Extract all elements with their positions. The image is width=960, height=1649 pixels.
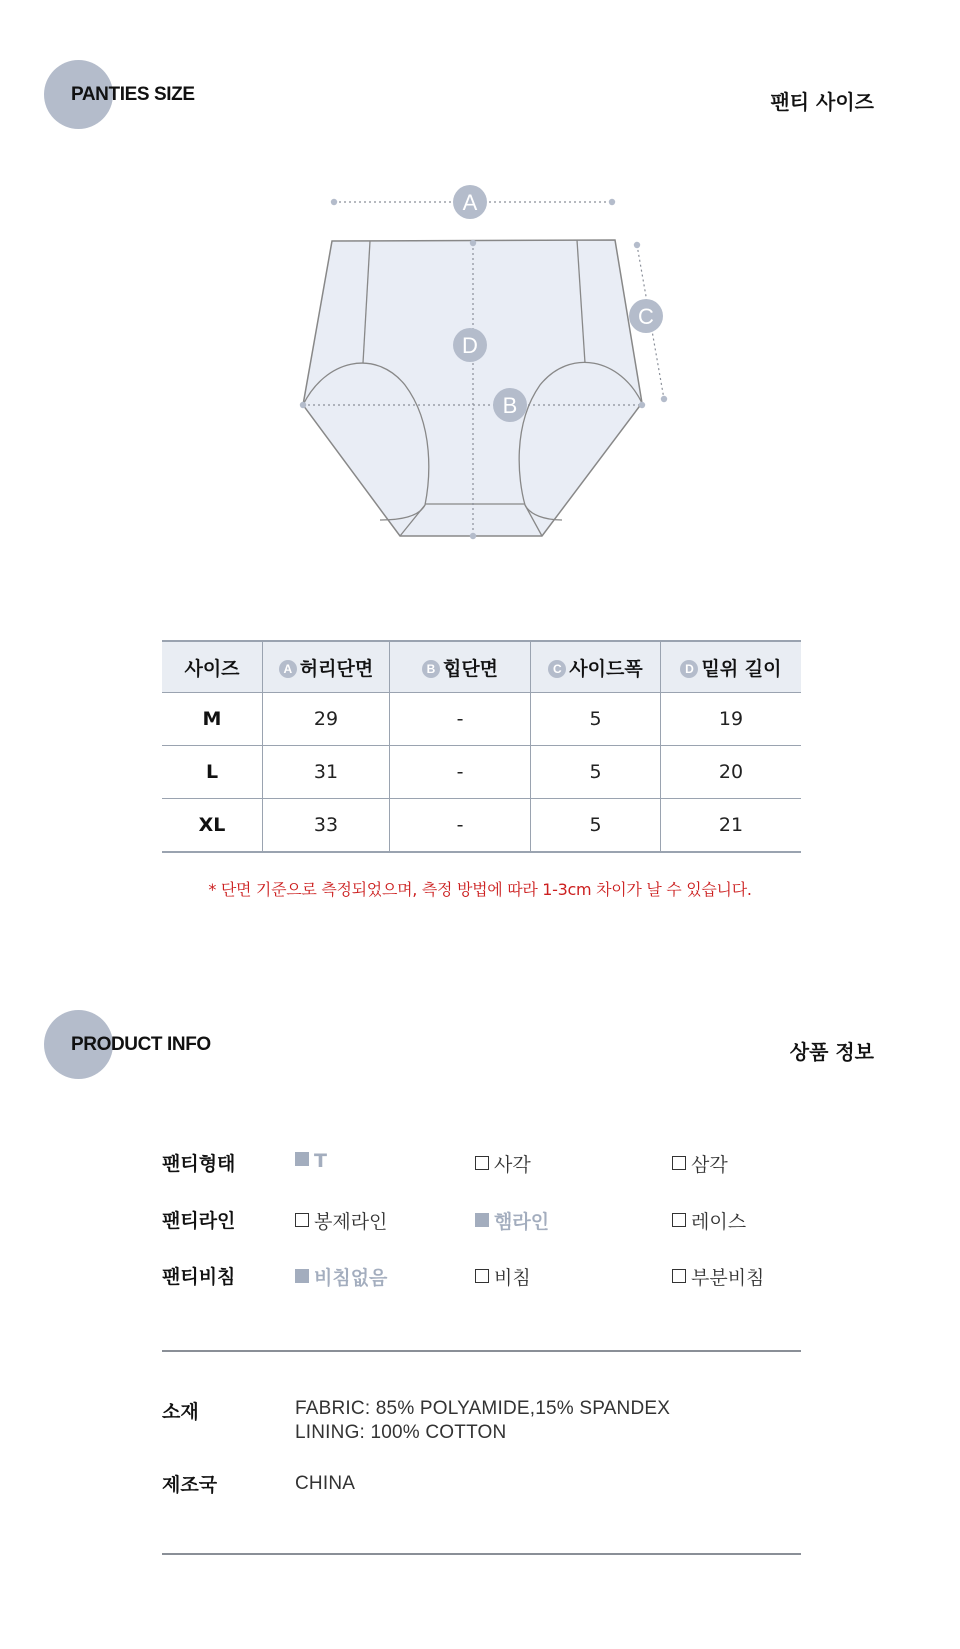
size-note: * 단면 기준으로 측정되었으며, 측정 방법에 따라 1-3cm 차이가 날 수 있습니다. [208,880,752,899]
table-row: XL 33 - 5 21 [162,799,801,853]
checkbox-empty-icon [475,1156,489,1170]
marker-a [453,185,487,219]
option-no-sheer: 비침없음 [295,1263,387,1290]
size-section-header [0,60,960,130]
table-row: L 31 - 5 20 [162,746,801,799]
divider [162,1553,801,1555]
checkbox-filled-icon [295,1152,309,1166]
svg-text:A: A [462,190,478,215]
material-line-2: LINING: 100% COTTON [295,1422,507,1443]
option-lace: 레이스 [672,1207,746,1234]
option-partial-sheer: 부분비침 [672,1263,764,1290]
header-waist: A 허리단면 [263,641,390,693]
marker-c [629,299,663,333]
attr-row-line [162,1206,862,1234]
header-hip: B 힙단면 [390,641,531,693]
checkbox-empty-icon [295,1213,309,1227]
option-hem-line: 햄라인 [475,1207,549,1234]
letter-a-icon: A [279,660,297,678]
letter-c-icon: C [548,660,566,678]
attr-row-shape [162,1149,862,1177]
option-boxer: 사각 [475,1150,531,1177]
header-size: 사이즈 [162,641,263,693]
svg-text:B: B [502,393,518,418]
size-table-header [162,641,801,693]
svg-text:C: C [638,304,654,329]
marker-d [453,328,487,362]
checkbox-filled-icon [475,1213,489,1227]
divider [162,1350,801,1352]
option-sewn-line: 봉제라인 [295,1207,387,1234]
attr-label: 팬티라인 [162,1210,236,1232]
origin-value: CHINA [295,1473,356,1494]
size-table [162,640,801,853]
letter-b-icon: B [422,660,440,678]
svg-text:D: D [462,333,478,358]
checkbox-empty-icon [672,1156,686,1170]
marker-b [493,388,527,422]
letter-d-icon: D [680,660,698,678]
panties-diagram [290,180,670,550]
origin-label: 제조국 [162,1474,218,1496]
attr-row-sheer [162,1262,862,1290]
checkbox-filled-icon [295,1269,309,1283]
option-t: T [295,1150,327,1172]
checkbox-empty-icon [672,1269,686,1283]
size-badge-text: PANTIES SIZE [71,84,195,105]
table-row: M 29 - 5 19 [162,693,801,746]
size-section-title: 팬티 사이즈 [770,90,874,114]
checkbox-empty-icon [672,1213,686,1227]
material-line-1: FABRIC: 85% POLYAMIDE,15% SPANDEX [295,1398,671,1419]
option-sheer: 비침 [475,1263,531,1290]
checkbox-empty-icon [475,1269,489,1283]
info-section-title: 상품 정보 [789,1040,874,1064]
info-badge-text: PRODUCT INFO [71,1034,211,1055]
info-section-header [0,1010,960,1080]
material-label: 소재 [162,1401,199,1423]
option-brief: 삼각 [672,1150,728,1177]
attr-label: 팬티형태 [162,1153,236,1175]
attr-label: 팬티비침 [162,1266,236,1288]
header-rise: D 밑위 길이 [661,641,802,693]
header-side: C 사이드폭 [531,641,661,693]
